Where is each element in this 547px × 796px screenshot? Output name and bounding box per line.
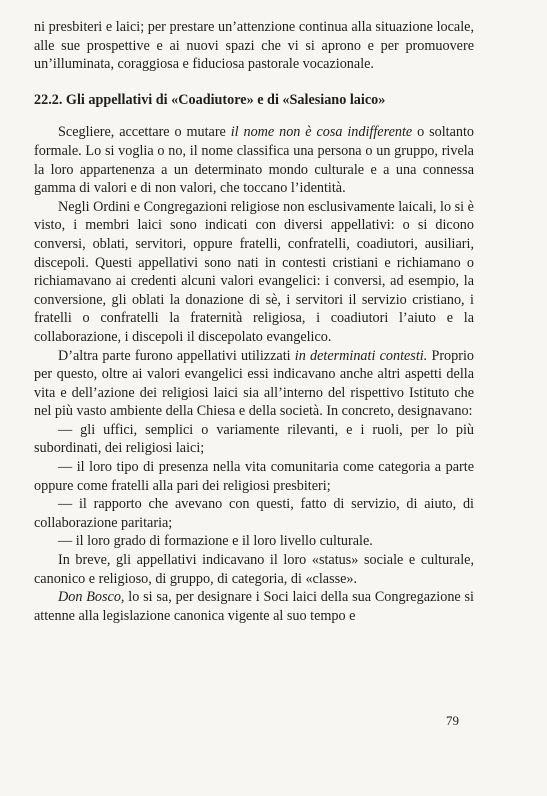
paragraph-name-choice: [34, 123, 474, 197]
italic-run: Don Bosco,: [58, 589, 125, 606]
italic-run: il nome non è cosa indifferente: [230, 124, 413, 141]
text-run: Proprio per questo, oltre ai valori evangelici essi indicavano anche altri aspetti della vita e dell’azione dei religiosi laici sia all’interno del rispettivo Istituto che nel più vasto ambiente della Chiesa e della società. In concreto, designavano:: [34, 347, 475, 420]
page-number: 79: [446, 713, 459, 728]
dash-item: — gli uffici, semplici o variamente rilevanti, e i ruoli, per lo più subordinati, dei religiosi laici;: [34, 421, 474, 457]
paragraph-continuation: ni presbiteri e laici; per prestare un’attenzione continua alla situazione locale, alle sue prospettive e ai nuovi spazi che vi si aprono e per promuovere un’illuminata, coraggiosa e fiduciosa pastorale vocazionale.: [34, 19, 474, 73]
body-text: [34, 18, 474, 625]
text-run: o soltanto formale. Lo si voglia o no, il nome classifica una persona o un gruppo, rivela la loro appartenenza a un determinato mondo culturale e a una connessa gamma di valori e di non valori, che toccano l’identità.: [34, 124, 474, 197]
paragraph-don-bosco: [34, 588, 474, 625]
paragraph-contexts: [34, 347, 474, 421]
text-run: Scegliere, accettare o mutare: [58, 124, 231, 141]
text-run: D’altra parte furono appellativi utilizzati: [58, 347, 295, 364]
paragraph-orders: Negli Ordini e Congregazioni religiose non esclusivamente laicali, lo si è visto, i membri laici sono indicati con diversi appellativi: o si dicono conversi, oblati, servitori, oppure fratelli, confratelli, coadiutori, ausiliari, discepoli. Questi appellativi sono nati in contesti cristiani e richiamano o richiamavano ai credenti alcuni valori evangelici: i conversi, ad esempio, la conversione, gli oblati la donazione di sè, i servitori il servizio cristiano, i fratelli o confratelli la fraternità religiosa, i coadiutori l’aiuto e la collaborazione, i discepoli il discepolato evangelico.: [34, 198, 474, 345]
dash-item: — il rapporto che avevano con questi, fatto di servizio, di aiuto, di collaborazione paritaria;: [34, 496, 474, 531]
dash-item: — il loro grado di formazione e il loro livello culturale.: [58, 533, 373, 550]
paragraph-summary: In breve, gli appellativi indicavano il loro «status» sociale e culturale, canonico e religioso, di gruppo, di categoria, di «classe».: [34, 552, 474, 587]
text-run: lo si sa, per designare i Soci laici della sua Congregazione si attenne alla legislazione canonica vigente al suo tempo e: [34, 589, 474, 624]
dash-item: — il loro tipo di presenza nella vita comunitaria come categoria a parte oppure come fratelli alla pari dei religiosi presbiteri;: [34, 459, 474, 494]
italic-run: in determinati contesti.: [294, 347, 428, 364]
section-heading: 22.2. Gli appellativi di «Coadiutore» e di «Salesiano laico»: [34, 91, 386, 108]
